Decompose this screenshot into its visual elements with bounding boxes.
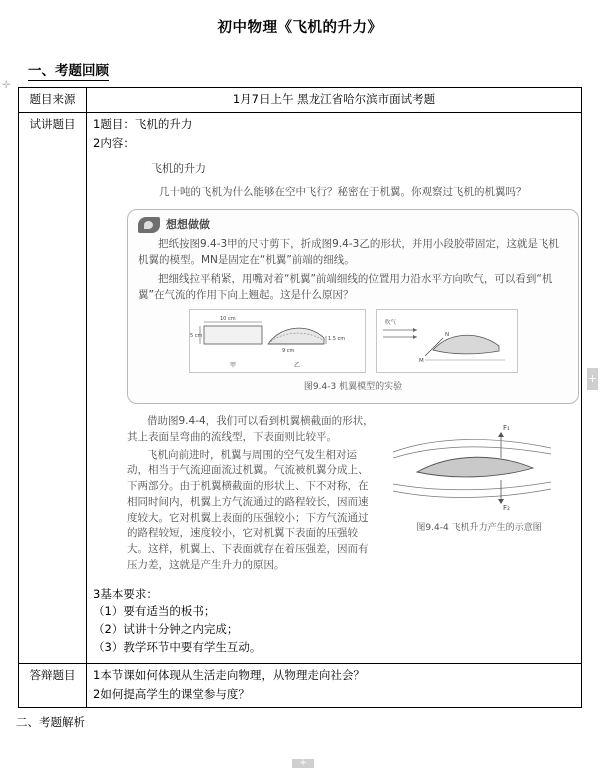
thinking-icon [138,217,160,233]
exam-table [18,87,582,708]
svg-text:5 cm: 5 cm [189,333,202,340]
textbook-excerpt [93,160,575,575]
row-value-lecture [87,112,582,663]
lower-figure-caption: 图9.4-4 飞机升力产生的示意图 [416,522,542,533]
svg-text:10 cm: 10 cm [219,316,236,323]
svg-text:甲: 甲 [229,362,236,370]
svg-text:F₁: F₁ [503,424,510,433]
figure-paper-template [189,309,366,379]
row-label-source: 题目来源 [19,88,87,113]
row-value-source: 1月7日上午 黑龙江省哈尔滨市面试考题 [87,88,582,113]
svg-text:N: N [444,332,449,339]
basic-requirement-2: （2）试讲十分钟之内完成； [93,622,239,637]
figure-blow-experiment [376,309,518,379]
lower-paragraph-1: 借助图9.4-4，我们可以看到机翼横截面的形状，其上表面呈弯曲的流线型，下表面则比较平。 [127,415,374,443]
answer-question-1: 1本节课如何体现从生活走向物理，从物理走向社会？ [93,667,365,682]
document-page [0,16,600,768]
section-heading-text: 一、考题回顾 [28,63,109,79]
basic-requirements [93,586,575,657]
decorative-corner-mark: ✛ [2,80,9,91]
table-row-lecture [19,112,582,663]
activity-figure-area [138,309,568,379]
lower-paragraph-2: 飞机向前进时，机翼与周围的空气发生相对运动，相当于气流迎面流过机翼。气流被机翼分成上、下两部分。由于机翼横截面的形状上、下不对称，在相同时间内，机翼上方气流通过的路程较长，因而速度较大。它对机翼上表面的压强较小；下方气流通过的路程较短，速度较小，它对机翼下表面的压强较大。这样，机翼上、下表面就存在着压强差，因而有压力差，这就是产生升力的原因。 [127,448,369,571]
lower-content [93,414,575,576]
activity-paragraph-2: 把细线拉平稍紧，用嘴对着“机翼”前端细线的位置用力沿水平方向吹气，可以看到“机翼”在气流的作用下向上翘起。这是什么原因？ [138,272,553,301]
excerpt-title: 飞机的升力 [151,162,206,176]
lower-text-column [93,414,377,576]
lecture-content-label: 2内容： [93,135,135,150]
activity-paragraph-1: 把纸按图9.4-3甲的尺寸剪下，折成图9.4-3乙的形状，并用小段胶带固定，这就是飞机机翼的模型。MN是固定在“机翼”前端的细线。 [138,238,559,267]
row-value-answer [87,663,582,708]
activity-header [138,216,568,233]
bottom-expand-handle[interactable]: + [292,759,314,768]
answer-question-2: 2如何提高学生的课堂参与度？ [93,686,250,701]
svg-text:1.5 cm: 1.5 cm [327,336,345,343]
basic-requirement-3: （3）教学环节中要有学生互动。 [93,639,262,654]
excerpt-intro: 几十吨的飞机为什么能够在空中飞行？秘密在于机翼。你观察过飞机的机翼吗？ [159,186,527,199]
basic-requirement-1: （1）要有适当的板书； [93,604,216,619]
lecture-topic: 1题目：飞机的升力 [93,116,193,131]
section-heading [28,59,600,79]
row-label-answer: 答辩题目 [19,663,87,708]
activity-title: 想想做做 [166,218,210,232]
svg-text:9 cm: 9 cm [281,348,294,355]
paper-template-svg [189,309,366,373]
blow-experiment-svg [376,309,518,373]
page-title: 初中物理《飞机的升力》 [217,20,383,36]
next-section-heading: 二、考题解析 [16,715,85,730]
lift-diagram-svg [383,418,563,514]
svg-text:乙: 乙 [293,362,300,370]
basic-requirements-heading: 3基本要求： [93,586,158,601]
activity-box [127,209,579,404]
table-row-answer [19,663,582,708]
row-label-lecture: 试讲题目 [19,112,87,663]
right-expand-handle[interactable]: + [587,368,598,390]
table-row-source [19,88,582,113]
svg-text:M: M [418,358,424,365]
lower-figure-column [383,414,575,576]
activity-figure-caption: 图9.4-3 机翼模型的实验 [303,382,403,393]
svg-text:吹气: 吹气 [384,320,396,327]
svg-text:F₂: F₂ [503,504,510,513]
